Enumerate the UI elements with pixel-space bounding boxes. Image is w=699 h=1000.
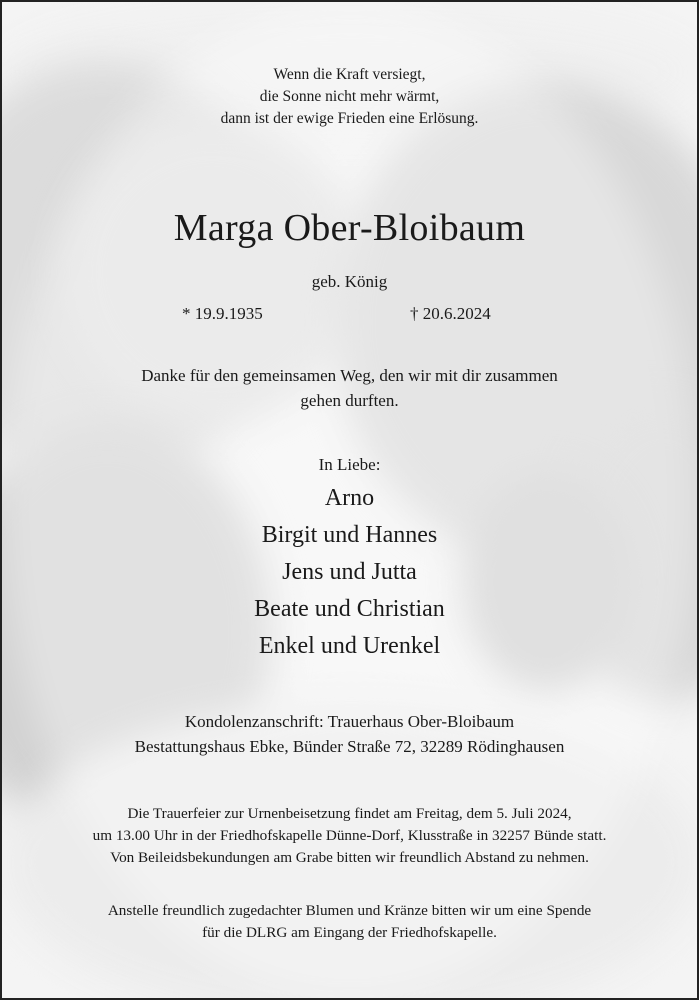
- mourner-entry: Arno: [324, 485, 375, 511]
- verse-line: Wenn die Kraft versiegt,: [273, 66, 426, 83]
- obituary-content: [2, 2, 697, 998]
- mourner-entry: Beate und Christian: [254, 596, 445, 622]
- death-date: † 20.6.2024: [410, 304, 491, 323]
- thanks-line: gehen durften.: [300, 391, 399, 410]
- ceremony-line: Die Trauerfeier zur Urnenbeisetzung findet am Freitag, dem 5. Juli 2024,: [127, 805, 572, 822]
- mourners-list: [2, 480, 697, 665]
- verse-line: dann ist der ewige Frieden eine Erlösung.: [220, 110, 479, 127]
- birth-name: geb. König: [311, 272, 388, 291]
- ceremony-line: um 13.00 Uhr in der Friedhofskapelle Dünne-Dorf, Klusstraße in 32257 Bünde statt.: [92, 827, 607, 844]
- condolence-line: Bestattungshaus Ebke, Bünder Straße 72, 32289 Rödinghausen: [134, 737, 565, 756]
- donation-line: für die DLRG am Eingang der Friedhofskapelle.: [202, 924, 497, 941]
- thanks-message: [62, 363, 637, 413]
- condolence-line: Kondolenzanschrift: Trauerhaus Ober-Bloibaum: [184, 712, 515, 731]
- donation-notice: [22, 900, 677, 944]
- mourner-entry: Jens und Jutta: [282, 559, 417, 585]
- condolence-address: [2, 709, 697, 759]
- birth-date: * 19.9.1935: [182, 304, 263, 323]
- deceased-name: Marga Ober-Bloibaum: [173, 207, 526, 249]
- life-dates: [2, 304, 697, 328]
- thanks-line: Danke für den gemeinsamen Weg, den wir mit dir zusammen: [141, 366, 558, 385]
- in-love-label: In Liebe:: [318, 455, 381, 474]
- ceremony-notice: [22, 803, 677, 869]
- mourner-entry: Birgit und Hannes: [261, 522, 438, 548]
- ceremony-line: Von Beileidsbekundungen am Grabe bitten wir freundlich Abstand zu nehmen.: [110, 849, 589, 866]
- donation-line: Anstelle freundlich zugedachter Blumen und Kränze bitten wir um eine Spende: [107, 902, 592, 919]
- mourner-entry: Enkel und Urenkel: [258, 633, 441, 659]
- verse-line: die Sonne nicht mehr wärmt,: [259, 88, 440, 105]
- memorial-verse: [2, 64, 697, 130]
